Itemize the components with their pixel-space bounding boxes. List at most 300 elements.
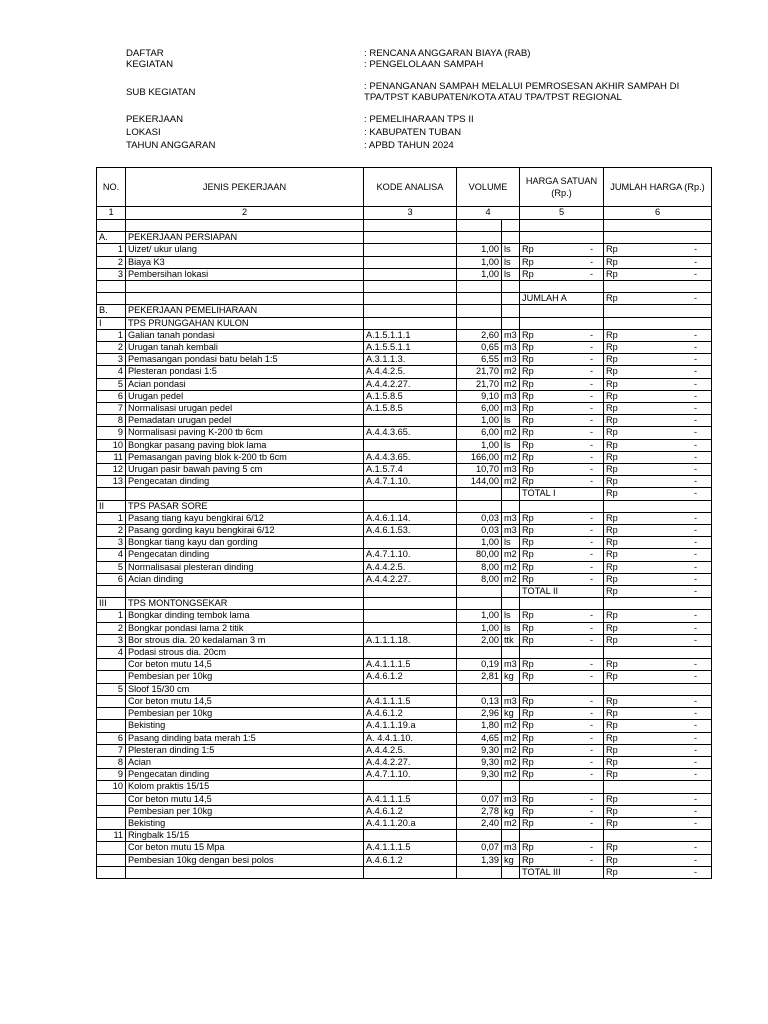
- amount-placeholder: -: [693, 390, 697, 401]
- amount-placeholder: -: [589, 769, 593, 780]
- col-header-harga: HARGA SATUAN (Rp.): [520, 168, 604, 207]
- harga-amount: [522, 623, 601, 634]
- amount-placeholder: -: [589, 512, 593, 523]
- row-jumlah: [604, 744, 712, 756]
- amount-placeholder: -: [693, 329, 697, 340]
- table-row: [97, 708, 712, 720]
- harga-amount: [522, 342, 601, 353]
- row-kode: A.4.4.3.65.: [364, 451, 457, 463]
- row-volume: 21,70: [457, 366, 502, 378]
- empty-cell: [126, 220, 364, 232]
- row-harga: [520, 573, 604, 585]
- empty-cell: [604, 305, 712, 317]
- row-kode: A.4.7.1.10.: [364, 476, 457, 488]
- amount-placeholder: -: [589, 708, 593, 719]
- amount-placeholder: -: [693, 622, 697, 633]
- section-row: [97, 305, 712, 317]
- empty-cell: [364, 830, 457, 842]
- total-label: TOTAL II: [520, 586, 604, 598]
- section-row: [97, 232, 712, 244]
- section-row: [97, 317, 712, 329]
- table-row: [97, 671, 712, 683]
- amount-placeholder: -: [693, 573, 697, 584]
- currency-label: Rp: [606, 769, 618, 780]
- jumlah-amount: [606, 452, 709, 463]
- jumlah-amount: [606, 733, 709, 744]
- row-harga: [520, 561, 604, 573]
- table-row: [97, 476, 712, 488]
- jumlah-amount: [606, 806, 709, 817]
- row-harga: [520, 817, 604, 829]
- row-volume: 2,78: [457, 805, 502, 817]
- row-satuan: ls: [502, 268, 520, 280]
- total-amount-value: [606, 867, 709, 878]
- col-header-jumlah: JUMLAH HARGA (Rp.): [604, 168, 712, 207]
- empty-cell: [457, 598, 502, 610]
- row-jumlah: [604, 256, 712, 268]
- table-row: [97, 451, 712, 463]
- col-number: 2: [126, 207, 364, 220]
- currency-label: Rp: [606, 415, 618, 426]
- amount-placeholder: -: [693, 854, 697, 865]
- row-satuan: ls: [502, 622, 520, 634]
- currency-label: Rp: [522, 695, 534, 706]
- row-volume: 2,81: [457, 671, 502, 683]
- row-kode: [364, 244, 457, 256]
- amount-placeholder: -: [693, 342, 697, 352]
- amount-placeholder: -: [693, 427, 697, 438]
- row-kode: A.4.1.1.1.5: [364, 793, 457, 805]
- col-number: 1: [97, 207, 126, 220]
- empty-cell: [126, 586, 364, 598]
- row-satuan: m3: [502, 329, 520, 341]
- empty-cell: [604, 830, 712, 842]
- row-satuan: m2: [502, 744, 520, 756]
- empty-cell: [604, 317, 712, 329]
- row-number: 3: [97, 354, 126, 366]
- row-number: III: [97, 598, 126, 610]
- total-row: [97, 866, 712, 878]
- row-description: Urugan pedel: [126, 390, 364, 402]
- row-description: Bekisting: [126, 720, 364, 732]
- row-satuan: ls: [502, 610, 520, 622]
- amount-placeholder: -: [693, 268, 697, 279]
- currency-label: Rp: [522, 671, 534, 682]
- row-number: 12: [97, 464, 126, 476]
- subheading-row: [97, 830, 712, 842]
- amount-placeholder: -: [589, 366, 593, 377]
- row-description: Acian: [126, 756, 364, 768]
- row-volume: 1,80: [457, 720, 502, 732]
- empty-cell: [502, 586, 520, 598]
- table-row: [97, 256, 712, 268]
- jumlah-amount: [606, 391, 709, 402]
- blank-row: [97, 281, 712, 293]
- amount-placeholder: -: [693, 439, 697, 450]
- empty-cell: [520, 683, 604, 695]
- table-row: [97, 525, 712, 537]
- row-description: Normalisasi urugan pedel: [126, 403, 364, 415]
- empty-cell: [604, 683, 712, 695]
- harga-amount: [522, 244, 601, 255]
- amount-placeholder: -: [589, 427, 593, 438]
- currency-label: Rp: [606, 256, 618, 267]
- empty-cell: [520, 830, 604, 842]
- header-label: TAHUN ANGGARAN: [126, 140, 216, 151]
- row-number: 5: [97, 561, 126, 573]
- harga-amount: [522, 269, 601, 280]
- row-volume: 6,55: [457, 354, 502, 366]
- empty-cell: [457, 281, 502, 293]
- currency-label: Rp: [606, 451, 618, 462]
- row-kode: [364, 439, 457, 451]
- row-jumlah: [604, 403, 712, 415]
- table-row: [97, 756, 712, 768]
- amount-placeholder: -: [589, 525, 593, 536]
- row-satuan: kg: [502, 671, 520, 683]
- empty-cell: [604, 220, 712, 232]
- currency-label: Rp: [522, 244, 534, 255]
- row-volume: 2,96: [457, 708, 502, 720]
- row-satuan: m3: [502, 842, 520, 854]
- empty-cell: [520, 781, 604, 793]
- amount-placeholder: -: [589, 390, 593, 401]
- table-row: [97, 573, 712, 585]
- row-description: Plesteran pondasi 1:5: [126, 366, 364, 378]
- row-harga: [520, 329, 604, 341]
- currency-label: Rp: [522, 464, 534, 475]
- amount-placeholder: -: [693, 451, 697, 462]
- row-description: Pengecatan dinding: [126, 549, 364, 561]
- table-row: [97, 695, 712, 707]
- jumlah-amount: [606, 769, 709, 780]
- currency-label: Rp: [522, 842, 534, 853]
- currency-label: Rp: [522, 744, 534, 755]
- table-row: [97, 769, 712, 781]
- table-row: [97, 427, 712, 439]
- row-number: 7: [97, 744, 126, 756]
- empty-cell: [457, 317, 502, 329]
- empty-cell: [457, 647, 502, 659]
- row-number: [97, 854, 126, 866]
- row-jumlah: [604, 549, 712, 561]
- row-jumlah: [604, 451, 712, 463]
- row-harga: [520, 695, 604, 707]
- row-satuan: ls: [502, 439, 520, 451]
- row-description: Bekisting: [126, 817, 364, 829]
- row-number: [97, 695, 126, 707]
- row-number: 5: [97, 378, 126, 390]
- empty-cell: [364, 281, 457, 293]
- row-harga: [520, 732, 604, 744]
- amount-placeholder: -: [693, 793, 697, 804]
- table-row: [97, 354, 712, 366]
- jumlah-amount: [606, 403, 709, 414]
- header-label: DAFTAR: [126, 48, 164, 59]
- row-harga: [520, 378, 604, 390]
- row-satuan: m3: [502, 464, 520, 476]
- row-number: B.: [97, 305, 126, 317]
- row-harga: [520, 622, 604, 634]
- amount-placeholder: -: [693, 695, 697, 706]
- row-kode: [364, 268, 457, 280]
- row-number: 4: [97, 647, 126, 659]
- empty-cell: [364, 488, 457, 500]
- row-satuan: m2: [502, 378, 520, 390]
- header-value: : KABUPATEN TUBAN: [364, 127, 462, 138]
- currency-label: Rp: [606, 756, 618, 767]
- amount-placeholder: -: [589, 573, 593, 584]
- currency-label: Rp: [606, 427, 618, 438]
- amount-placeholder: -: [693, 537, 697, 548]
- amount-placeholder: -: [589, 342, 593, 352]
- row-volume: 1,00: [457, 622, 502, 634]
- harga-amount: [522, 696, 601, 707]
- row-kode: A.4.4.3.65.: [364, 427, 457, 439]
- row-volume: 1,00: [457, 537, 502, 549]
- jumlah-amount: [606, 818, 709, 829]
- jumlah-amount: [606, 562, 709, 573]
- row-kode: A.4.4.2.5.: [364, 744, 457, 756]
- row-satuan: m2: [502, 769, 520, 781]
- row-kode: A.4.1.1.1.5: [364, 659, 457, 671]
- empty-cell: [502, 683, 520, 695]
- currency-label: Rp: [522, 476, 534, 487]
- jumlah-amount: [606, 757, 709, 768]
- row-volume: 8,00: [457, 561, 502, 573]
- row-harga: [520, 390, 604, 402]
- jumlah-amount: [606, 537, 709, 548]
- row-satuan: m3: [502, 659, 520, 671]
- currency-label: Rp: [522, 342, 534, 352]
- row-satuan: kg: [502, 854, 520, 866]
- amount-placeholder: -: [589, 268, 593, 279]
- amount-placeholder: -: [589, 451, 593, 462]
- header-label: LOKASI: [126, 127, 161, 138]
- table-header: [97, 168, 712, 220]
- row-description: Sloof 15/30 cm: [126, 683, 364, 695]
- empty-cell: [457, 866, 502, 878]
- row-harga: [520, 366, 604, 378]
- empty-cell: [502, 866, 520, 878]
- amount-placeholder: -: [589, 610, 593, 621]
- row-description: Cor beton mutu 15 Mpa: [126, 842, 364, 854]
- amount-placeholder: -: [693, 256, 697, 267]
- currency-label: Rp: [606, 268, 618, 279]
- row-volume: 1,00: [457, 244, 502, 256]
- row-kode: A.4.4.2.27.: [364, 573, 457, 585]
- currency-label: Rp: [522, 573, 534, 584]
- row-kode: A.4.1.1.19.a: [364, 720, 457, 732]
- jumlah-amount: [606, 513, 709, 524]
- row-kode: A.4.7.1.10.: [364, 549, 457, 561]
- amount-placeholder: -: [589, 659, 593, 670]
- jumlah-amount: [606, 671, 709, 682]
- row-description: Acian pondasi: [126, 378, 364, 390]
- harga-amount: [522, 733, 601, 744]
- row-harga: [520, 634, 604, 646]
- amount-placeholder: -: [693, 488, 697, 499]
- row-description: Pembesian per 10kg: [126, 805, 364, 817]
- row-number: [97, 720, 126, 732]
- jumlah-amount: [606, 855, 709, 866]
- row-volume: 1,00: [457, 268, 502, 280]
- currency-label: Rp: [522, 732, 534, 743]
- rab-table: [96, 167, 712, 879]
- jumlah-amount: [606, 269, 709, 280]
- row-kode: A.4.4.2.27.: [364, 756, 457, 768]
- row-satuan: kg: [502, 708, 520, 720]
- row-kode: A.4.4.2.5.: [364, 561, 457, 573]
- row-satuan: m2: [502, 756, 520, 768]
- row-number: [97, 708, 126, 720]
- row-volume: 10,70: [457, 464, 502, 476]
- jumlah-amount: [606, 574, 709, 585]
- empty-cell: [97, 293, 126, 305]
- empty-cell: [457, 830, 502, 842]
- amount-placeholder: -: [693, 378, 697, 389]
- amount-placeholder: -: [589, 244, 593, 255]
- row-satuan: ls: [502, 244, 520, 256]
- row-jumlah: [604, 512, 712, 524]
- amount-placeholder: -: [589, 793, 593, 804]
- row-volume: 0,03: [457, 525, 502, 537]
- row-volume: 80,00: [457, 549, 502, 561]
- row-jumlah: [604, 817, 712, 829]
- empty-cell: [457, 500, 502, 512]
- currency-label: Rp: [522, 708, 534, 719]
- row-number: 1: [97, 512, 126, 524]
- empty-cell: [364, 317, 457, 329]
- harga-amount: [522, 513, 601, 524]
- row-number: [97, 659, 126, 671]
- section-row: [97, 500, 712, 512]
- row-number: 8: [97, 756, 126, 768]
- empty-cell: [97, 488, 126, 500]
- amount-placeholder: -: [693, 720, 697, 731]
- table-row: [97, 464, 712, 476]
- row-jumlah: [604, 622, 712, 634]
- row-satuan: m2: [502, 549, 520, 561]
- row-jumlah: [604, 695, 712, 707]
- amount-placeholder: -: [589, 403, 593, 414]
- empty-cell: [457, 220, 502, 232]
- amount-placeholder: -: [589, 744, 593, 755]
- amount-placeholder: -: [693, 817, 697, 828]
- table-row: [97, 842, 712, 854]
- amount-placeholder: -: [693, 464, 697, 475]
- row-volume: 9,30: [457, 744, 502, 756]
- row-number: 13: [97, 476, 126, 488]
- row-harga: [520, 427, 604, 439]
- row-satuan: m2: [502, 732, 520, 744]
- empty-cell: [97, 281, 126, 293]
- row-description: Pengecatan dinding: [126, 769, 364, 781]
- currency-label: Rp: [606, 744, 618, 755]
- currency-label: Rp: [606, 622, 618, 633]
- row-harga: [520, 805, 604, 817]
- currency-label: Rp: [606, 537, 618, 548]
- currency-label: Rp: [606, 854, 618, 865]
- table-row: [97, 390, 712, 402]
- row-harga: [520, 464, 604, 476]
- empty-cell: [457, 232, 502, 244]
- row-kode: A.4.4.2.5.: [364, 366, 457, 378]
- row-volume: 9,30: [457, 769, 502, 781]
- row-number: 6: [97, 732, 126, 744]
- amount-placeholder: -: [693, 842, 697, 853]
- harga-amount: [522, 659, 601, 670]
- row-harga: [520, 403, 604, 415]
- row-number: 10: [97, 781, 126, 793]
- table-row: [97, 854, 712, 866]
- currency-label: Rp: [606, 403, 618, 414]
- empty-cell: [364, 781, 457, 793]
- empty-cell: [520, 317, 604, 329]
- row-kode: A.4.1.1.20.a: [364, 817, 457, 829]
- row-number: 3: [97, 268, 126, 280]
- amount-placeholder: -: [589, 537, 593, 548]
- subheading-row: [97, 647, 712, 659]
- harga-amount: [522, 610, 601, 621]
- empty-cell: [502, 830, 520, 842]
- row-jumlah: [604, 732, 712, 744]
- row-harga: [520, 342, 604, 354]
- total-amount-value: [606, 293, 709, 304]
- table-row: [97, 610, 712, 622]
- row-kode: A.1.5.8.5: [364, 403, 457, 415]
- harga-amount: [522, 806, 601, 817]
- header-label: KEGIATAN: [126, 59, 174, 70]
- row-satuan: m3: [502, 354, 520, 366]
- harga-amount: [522, 794, 601, 805]
- row-jumlah: [604, 854, 712, 866]
- row-description: Pembesian 10kg dengan besi polos: [126, 854, 364, 866]
- row-kode: [364, 415, 457, 427]
- amount-placeholder: -: [589, 439, 593, 450]
- row-harga: [520, 244, 604, 256]
- empty-cell: [502, 305, 520, 317]
- harga-amount: [522, 635, 601, 646]
- row-volume: 144,00: [457, 476, 502, 488]
- row-satuan: kg: [502, 805, 520, 817]
- currency-label: Rp: [606, 366, 618, 377]
- amount-placeholder: -: [589, 378, 593, 389]
- amount-placeholder: -: [589, 732, 593, 743]
- row-volume: 2,40: [457, 817, 502, 829]
- empty-cell: [604, 281, 712, 293]
- amount-placeholder: -: [589, 805, 593, 816]
- currency-label: Rp: [606, 720, 618, 731]
- amount-placeholder: -: [693, 403, 697, 414]
- col-number: 4: [457, 207, 520, 220]
- row-harga: [520, 525, 604, 537]
- empty-cell: [364, 220, 457, 232]
- row-jumlah: [604, 573, 712, 585]
- harga-amount: [522, 769, 601, 780]
- currency-label: Rp: [522, 403, 534, 414]
- row-number: [97, 805, 126, 817]
- row-volume: 9,10: [457, 390, 502, 402]
- row-jumlah: [604, 805, 712, 817]
- header-value: : RENCANA ANGGARAN BIAYA (RAB): [364, 48, 531, 59]
- table-row: [97, 537, 712, 549]
- harga-amount: [522, 574, 601, 585]
- row-harga: [520, 842, 604, 854]
- row-kode: A. 4.4.1.10.: [364, 732, 457, 744]
- table-row: [97, 268, 712, 280]
- jumlah-amount: [606, 427, 709, 438]
